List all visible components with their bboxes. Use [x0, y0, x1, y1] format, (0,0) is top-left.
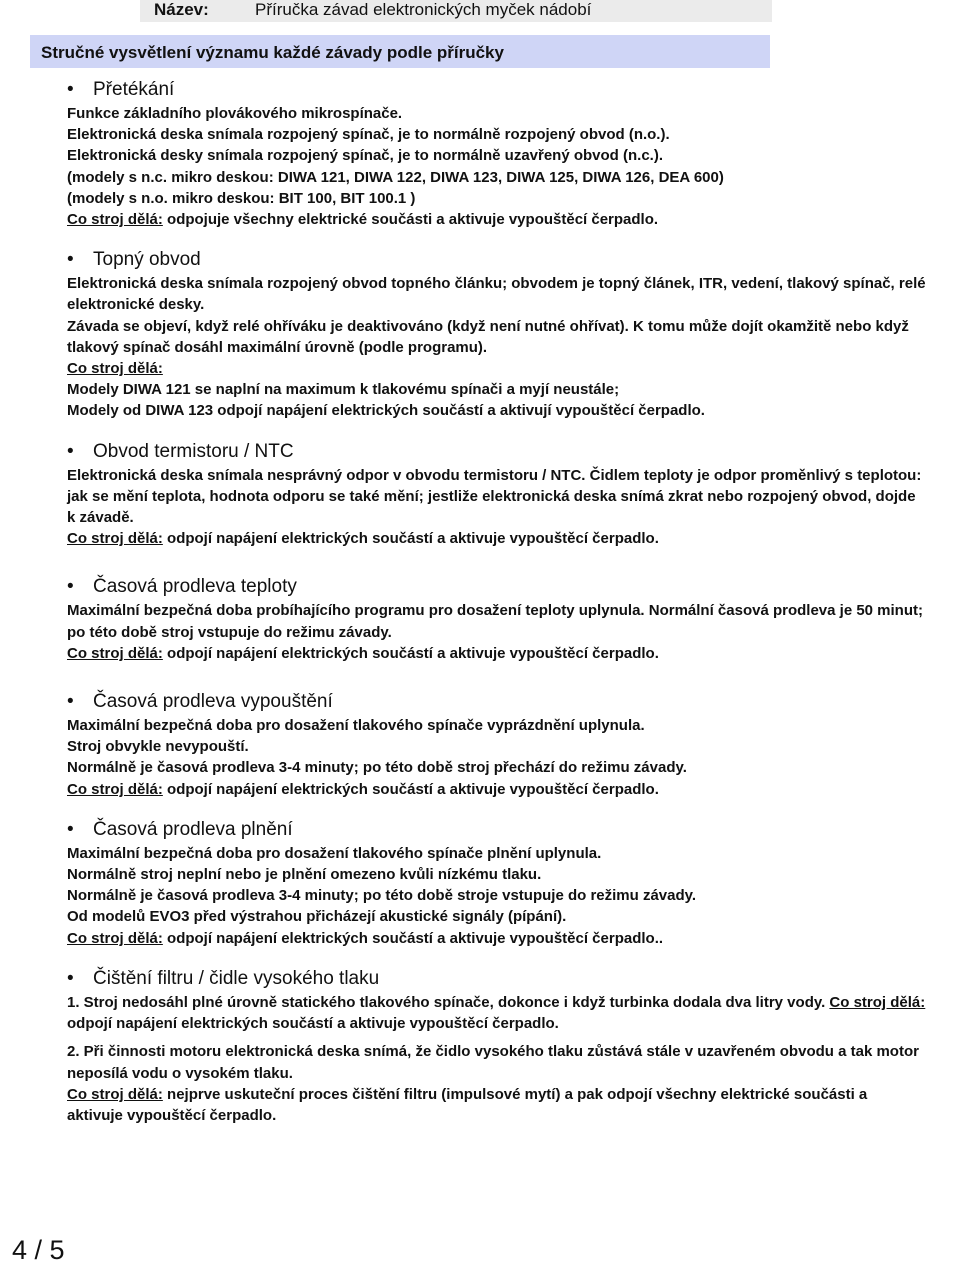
- action-label: Co stroj dělá:: [829, 993, 926, 1011]
- section-title: • Časová prodleva teploty: [67, 576, 297, 598]
- section-title: • Čištění filtru / čidle vysokého tlaku: [67, 967, 380, 989]
- text-line: Modely DIWA 121 se naplní na maximum k tlakovému spínači a myjí neustále;: [67, 381, 620, 399]
- text-line: Od modelů EVO3 před výstrahou přicházejí akustické signály (pípání).: [67, 908, 567, 926]
- action-line: [67, 358, 927, 379]
- action-label: Co stroj dělá:: [67, 780, 163, 798]
- text-line: Závada se objeví, když relé ohříváku je deaktivováno (když není nutné ohřívat). K tomu může dojít okamžitě nebo když tlakový spínač dosáhl maximální úrovně (podle programu).: [67, 317, 909, 356]
- text-line: Elektronická deska snímala rozpojený spínač, je to normálně rozpojený obvod (n.o.).: [67, 126, 670, 144]
- fault-section-filter-cleaning: [67, 967, 927, 1126]
- text-line: (modely s n.c. mikro deskou: DIWA 121, DIWA 122, DIWA 123, DIWA 125, DIWA 126, DEA 600): [67, 168, 724, 186]
- action-line: Co stroj dělá: nejprve uskuteční proces čištění filtru (impulsové mytí) a pak odpojí všechny elektrické součásti a aktivuje vypouštěcí čerpadlo.: [67, 1085, 868, 1124]
- section-title: • Topný obvod: [67, 249, 201, 271]
- action-line: Co stroj dělá: odpojí napájení elektrických součástí a aktivuje vypouštěcí čerpadlo..: [67, 929, 664, 947]
- action-label: Co stroj dělá:: [67, 644, 163, 662]
- action-line: Co stroj dělá: odpojí napájení elektrických součástí a aktivuje vypouštěcí čerpadlo.: [67, 780, 659, 798]
- action-label: Co stroj dělá:: [67, 929, 163, 947]
- fault-section-ntc: [67, 440, 927, 550]
- text-line: Normálně je časová prodleva 3-4 minuty; po této době stroje vstupuje do režimu závady.: [67, 887, 697, 905]
- text-line: (modely s n.o. mikro deskou: BIT 100, BIT 100.1 ): [67, 189, 416, 207]
- text-line: Normálně stroj neplní nebo je plnění omezeno kvůli nízkému tlaku.: [67, 866, 542, 884]
- action-label: Co stroj dělá:: [67, 530, 163, 548]
- header-label: Název:: [154, 0, 209, 19]
- text-line: Maximální bezpečná doba pro dosažení tlakového spínače vyprázdnění uplynula.: [67, 717, 645, 735]
- bullet-icon: •: [67, 967, 74, 989]
- fault-section-heating-circuit: [67, 248, 927, 421]
- action-line: Co stroj dělá: odpojí napájení elektrických součástí a aktivuje vypouštěcí čerpadlo.: [67, 644, 659, 662]
- bullet-icon: •: [67, 249, 74, 271]
- section-title: • Přetékání: [67, 79, 175, 100]
- text-line: Elektronická desky snímala rozpojený spínač, je to normálně uzavřený obvod (n.c.).: [67, 147, 664, 165]
- section-title: • Obvod termistoru / NTC: [67, 440, 294, 462]
- text-line: Elektronická deska snímala nesprávný odpor v obvodu termistoru / NTC. Čidlem teploty je odpor proměnlivý s teplotou: jak se mění teplota, hodnota odporu se také mění; jestliže elektronická deska snímá zkrat nebo rozpojený obvod, dojde k závadě.: [67, 466, 922, 527]
- banner-title: Stručné vysvětlení významu každé závady podle příručky: [41, 43, 504, 62]
- section-title: • Časová prodleva vypouštění: [67, 691, 333, 713]
- fault-list: [67, 78, 927, 1144]
- bullet-icon: •: [67, 79, 74, 100]
- paragraph: 2. Při činnosti motoru elektronická deska snímá, že čidlo vysokého tlaku zůstává stále v uzavřeném obvodu a tak motor neposílá vodu o vysokém tlaku.: [67, 1043, 919, 1082]
- fault-section-fill-timeout: [67, 818, 927, 949]
- paragraph: 1. Stroj nedosáhl plné úrovně statického tlakového spínače, dokonce i když turbinka dodala dva litry vody. Co stroj dělá: odpojí napájení elektrických součástí a aktivuje vypouštěcí čerpadlo.: [67, 993, 926, 1033]
- fault-section-drain-timeout: [67, 690, 927, 800]
- action-label: Co stroj dělá:: [67, 360, 163, 378]
- text-line: Maximální bezpečná doba pro dosažení tlakového spínače plnění uplynula.: [67, 844, 602, 862]
- text-line: Modely od DIWA 123 odpojí napájení elektrických součástí a aktivují vypouštěcí čerpadlo.: [67, 402, 705, 420]
- page-number: 4 / 5: [12, 1235, 65, 1265]
- fault-section-temp-timeout: [67, 575, 927, 664]
- bullet-icon: •: [67, 440, 74, 462]
- text-line: Normálně je časová prodleva 3-4 minuty; po této době stroj přechází do režimu závady.: [67, 759, 687, 777]
- text-line: Funkce základního plovákového mikrospínače.: [67, 105, 403, 122]
- text-line: Maximální bezpečná doba probíhajícího programu pro dosažení teploty uplynula. Normální časová prodleva je 50 minut; po této době stroj vstupuje do režimu závady.: [67, 602, 923, 641]
- action-line: Co stroj dělá: odpojuje všechny elektrické součásti a aktivuje vypouštěcí čerpadlo.: [67, 211, 659, 229]
- bullet-icon: •: [67, 818, 74, 840]
- action-label: Co stroj dělá:: [67, 211, 163, 229]
- fault-section-overflow: [67, 78, 927, 230]
- bullet-icon: •: [67, 576, 74, 598]
- text-line: Stroj obvykle nevypouští.: [67, 738, 249, 756]
- text-line: Elektronická deska snímala rozpojený obvod topného článku; obvodem je topný článek, ITR, vedení, tlakový spínač, relé elektronické desky.: [67, 275, 926, 314]
- document-title: Příručka závad elektronických myček nádobí: [255, 0, 592, 19]
- action-line: Co stroj dělá: odpojí napájení elektrických součástí a aktivuje vypouštěcí čerpadlo.: [67, 530, 659, 548]
- action-label: Co stroj dělá:: [67, 1085, 163, 1103]
- section-title: • Časová prodleva plnění: [67, 818, 293, 840]
- bullet-icon: •: [67, 691, 74, 713]
